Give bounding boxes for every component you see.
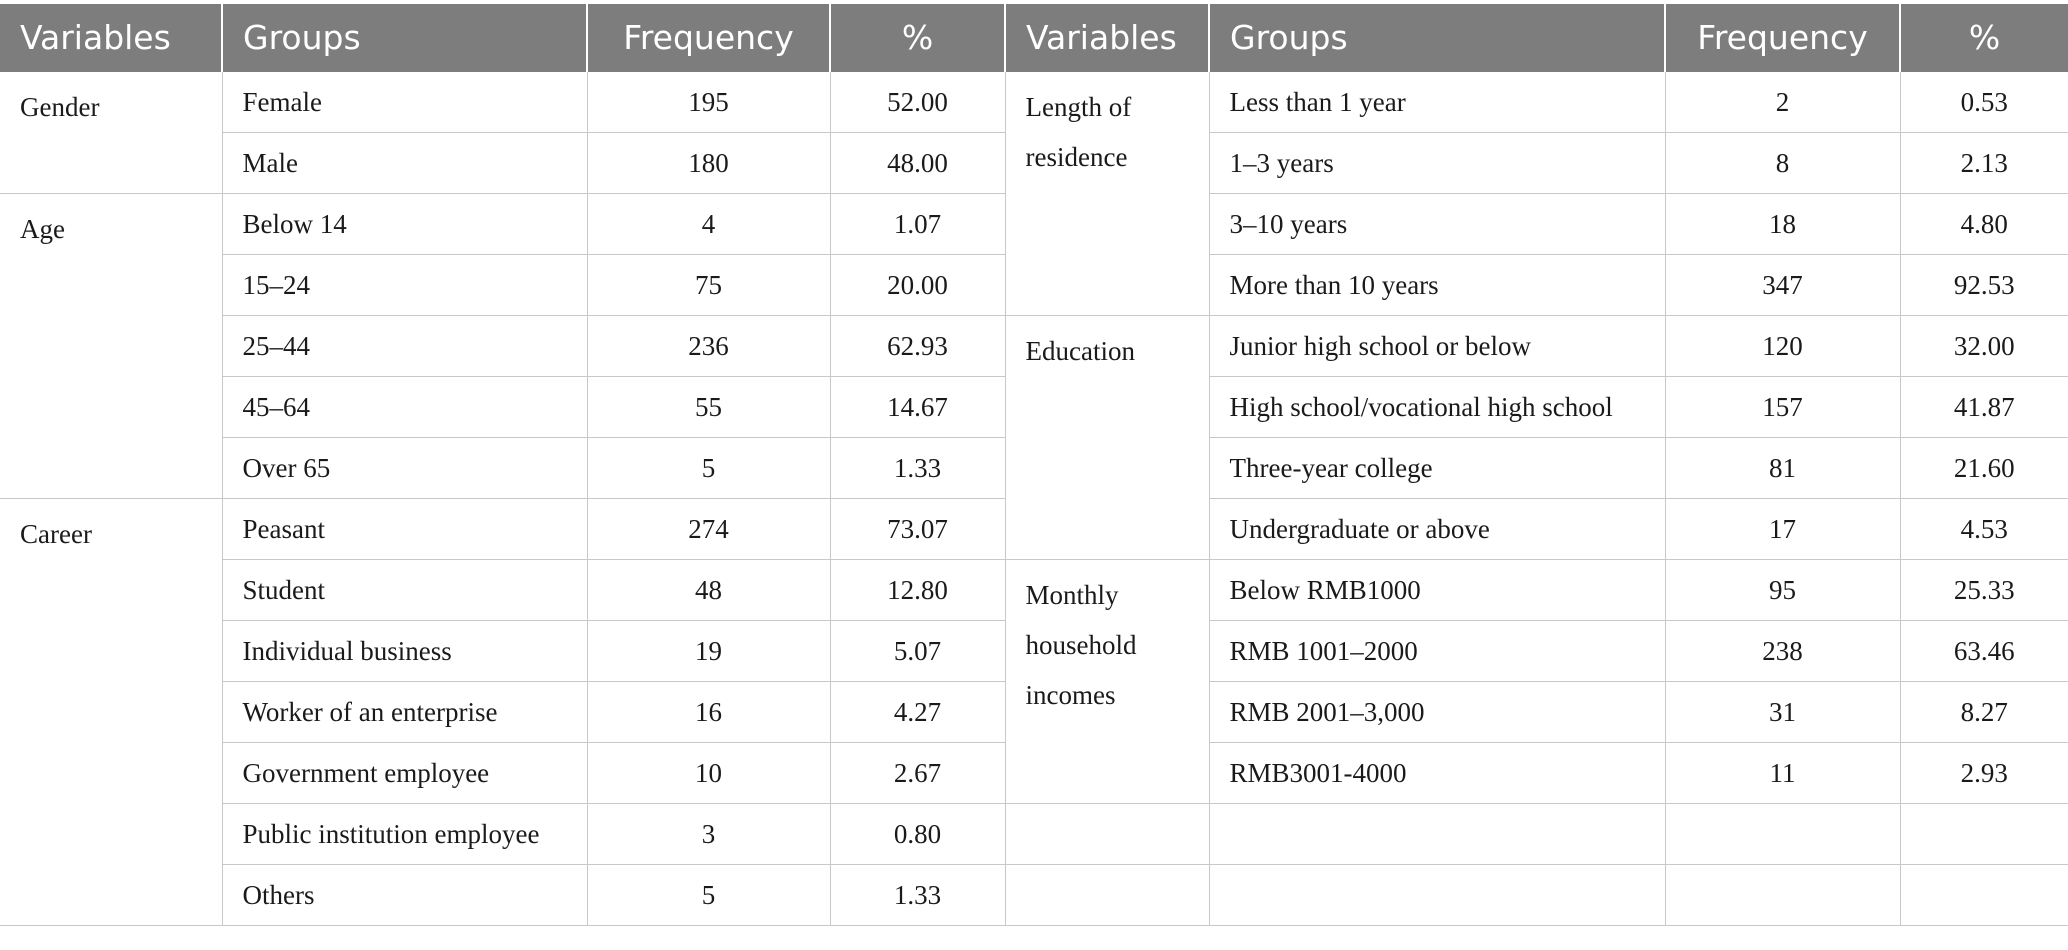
percent-cell: 2.67 xyxy=(830,743,1005,804)
frequency-cell: 236 xyxy=(587,316,830,377)
frequency-cell: 2 xyxy=(1665,72,1900,133)
group-cell: High school/vocational high school xyxy=(1209,377,1665,438)
group-cell: RMB 2001–3,000 xyxy=(1209,682,1665,743)
frequency-cell: 157 xyxy=(1665,377,1900,438)
percent-cell: 52.00 xyxy=(830,72,1005,133)
empty-cell xyxy=(1209,865,1665,926)
empty-cell xyxy=(1900,865,2068,926)
header-variables-left: Variables xyxy=(0,4,222,72)
group-cell: Over 65 xyxy=(222,438,587,499)
header-groups-right: Groups xyxy=(1209,4,1665,72)
percent-cell: 62.93 xyxy=(830,316,1005,377)
percent-cell: 25.33 xyxy=(1900,560,2068,621)
table-row xyxy=(0,316,2068,377)
group-cell: Student xyxy=(222,560,587,621)
variable-cell: Monthly household incomes xyxy=(1005,560,1209,804)
empty-cell xyxy=(1209,804,1665,865)
group-cell: Individual business xyxy=(222,621,587,682)
header-row xyxy=(0,4,2068,72)
group-cell: Others xyxy=(222,865,587,926)
percent-cell: 12.80 xyxy=(830,560,1005,621)
frequency-cell: 95 xyxy=(1665,560,1900,621)
frequency-cell: 55 xyxy=(587,377,830,438)
header-percent-right: % xyxy=(1900,4,2068,72)
frequency-cell: 81 xyxy=(1665,438,1900,499)
percent-cell: 92.53 xyxy=(1900,255,2068,316)
header-frequency-right: Frequency xyxy=(1665,4,1900,72)
table-row xyxy=(0,865,2068,926)
table-row xyxy=(0,72,2068,133)
group-cell: Female xyxy=(222,72,587,133)
group-cell: RMB 1001–2000 xyxy=(1209,621,1665,682)
percent-cell: 20.00 xyxy=(830,255,1005,316)
frequency-cell: 11 xyxy=(1665,743,1900,804)
percent-cell: 14.67 xyxy=(830,377,1005,438)
percent-cell: 2.93 xyxy=(1900,743,2068,804)
table-row xyxy=(0,804,2068,865)
frequency-cell: 180 xyxy=(587,133,830,194)
percent-cell: 48.00 xyxy=(830,133,1005,194)
frequency-cell: 4 xyxy=(587,194,830,255)
group-cell: Public institution employee xyxy=(222,804,587,865)
variable-cell: Career xyxy=(0,499,222,926)
percent-cell: 1.07 xyxy=(830,194,1005,255)
frequency-cell: 195 xyxy=(587,72,830,133)
frequency-cell: 19 xyxy=(587,621,830,682)
percent-cell: 0.80 xyxy=(830,804,1005,865)
percent-cell: 63.46 xyxy=(1900,621,2068,682)
frequency-cell: 3 xyxy=(587,804,830,865)
frequency-cell: 274 xyxy=(587,499,830,560)
group-cell: Government employee xyxy=(222,743,587,804)
variable-cell: Age xyxy=(0,194,222,499)
empty-cell xyxy=(1005,804,1209,865)
frequency-cell: 5 xyxy=(587,438,830,499)
frequency-cell: 120 xyxy=(1665,316,1900,377)
variable-cell: Education xyxy=(1005,316,1209,560)
percent-cell: 1.33 xyxy=(830,438,1005,499)
frequency-cell: 31 xyxy=(1665,682,1900,743)
variable-cell: Length of residence xyxy=(1005,72,1209,316)
percent-cell: 1.33 xyxy=(830,865,1005,926)
group-cell: 25–44 xyxy=(222,316,587,377)
header-percent-left: % xyxy=(830,4,1005,72)
group-cell: 3–10 years xyxy=(1209,194,1665,255)
table-body xyxy=(0,72,2068,926)
percent-cell: 4.80 xyxy=(1900,194,2068,255)
frequency-cell: 10 xyxy=(587,743,830,804)
frequency-cell: 5 xyxy=(587,865,830,926)
group-cell: RMB3001-4000 xyxy=(1209,743,1665,804)
frequency-cell: 48 xyxy=(587,560,830,621)
percent-cell: 4.27 xyxy=(830,682,1005,743)
group-cell: Worker of an enterprise xyxy=(222,682,587,743)
empty-cell xyxy=(1665,804,1900,865)
empty-cell xyxy=(1900,804,2068,865)
empty-cell xyxy=(1005,865,1209,926)
group-cell: Junior high school or below xyxy=(1209,316,1665,377)
percent-cell: 41.87 xyxy=(1900,377,2068,438)
percent-cell: 4.53 xyxy=(1900,499,2068,560)
percent-cell: 0.53 xyxy=(1900,72,2068,133)
group-cell: Peasant xyxy=(222,499,587,560)
group-cell: Three-year college xyxy=(1209,438,1665,499)
header-variables-right: Variables xyxy=(1005,4,1209,72)
variable-cell: Gender xyxy=(0,72,222,194)
group-cell: More than 10 years xyxy=(1209,255,1665,316)
demographics-table xyxy=(0,4,2068,926)
frequency-cell: 347 xyxy=(1665,255,1900,316)
frequency-cell: 17 xyxy=(1665,499,1900,560)
empty-cell xyxy=(1665,865,1900,926)
frequency-cell: 16 xyxy=(587,682,830,743)
percent-cell: 2.13 xyxy=(1900,133,2068,194)
group-cell: Undergraduate or above xyxy=(1209,499,1665,560)
group-cell: Below RMB1000 xyxy=(1209,560,1665,621)
frequency-cell: 75 xyxy=(587,255,830,316)
percent-cell: 32.00 xyxy=(1900,316,2068,377)
group-cell: Below 14 xyxy=(222,194,587,255)
percent-cell: 8.27 xyxy=(1900,682,2068,743)
header-frequency-left: Frequency xyxy=(587,4,830,72)
header-groups-left: Groups xyxy=(222,4,587,72)
table-row xyxy=(0,560,2068,621)
percent-cell: 73.07 xyxy=(830,499,1005,560)
percent-cell: 21.60 xyxy=(1900,438,2068,499)
frequency-cell: 238 xyxy=(1665,621,1900,682)
group-cell: Less than 1 year xyxy=(1209,72,1665,133)
frequency-cell: 8 xyxy=(1665,133,1900,194)
group-cell: 15–24 xyxy=(222,255,587,316)
group-cell: Male xyxy=(222,133,587,194)
group-cell: 45–64 xyxy=(222,377,587,438)
frequency-cell: 18 xyxy=(1665,194,1900,255)
group-cell: 1–3 years xyxy=(1209,133,1665,194)
percent-cell: 5.07 xyxy=(830,621,1005,682)
